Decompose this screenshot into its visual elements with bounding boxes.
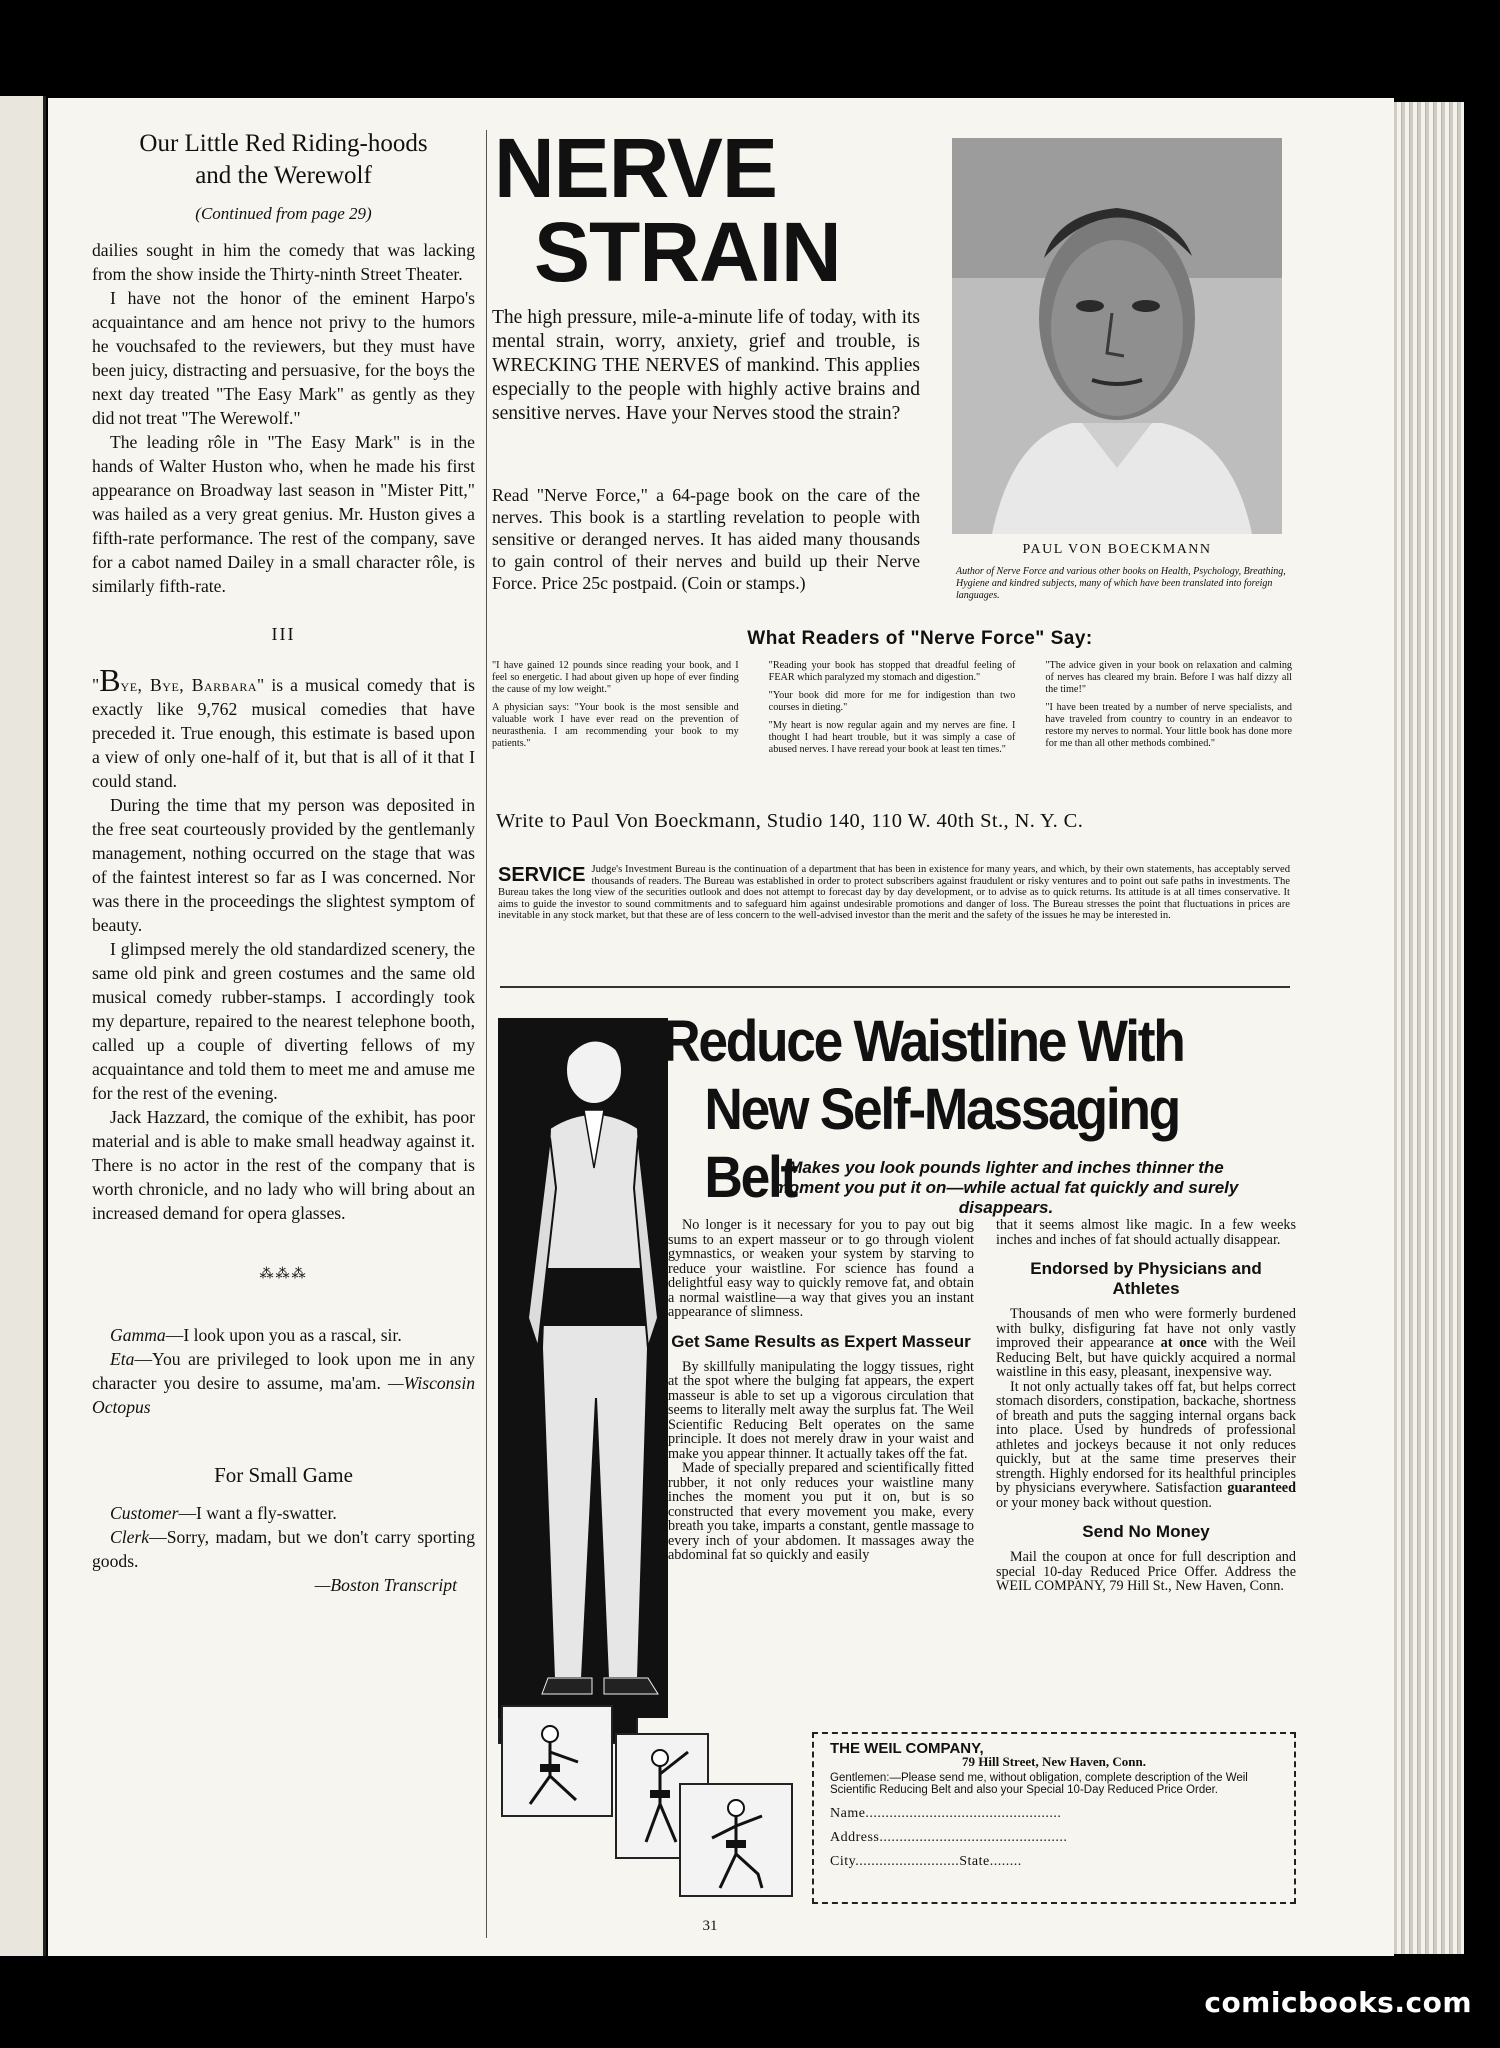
testimonial: A physician says: "Your book is the most sensible and valuable work I have ever read on the prevention of neurasthenia. I am recommending your book to my patients." [492, 702, 739, 749]
page-stack-edge [1394, 102, 1464, 1954]
joke-line: Customer—I want a fly-swatter. [110, 1503, 337, 1523]
joke-title: For Small Game [214, 1463, 353, 1487]
joke-line: Eta—You are privileged to look upon me in any character you desire to assume, ma'am. —Wisconsin Octopus [92, 1349, 475, 1417]
site-watermark: comicbooks.com [1204, 1986, 1472, 2019]
coupon-company: THE WEIL COMPANY, [830, 1740, 984, 1757]
subheading: Get Same Results as Expert Masseur [671, 1331, 971, 1351]
paragraph: I have not the honor of the eminent Harpo's acquaintance and am hence not privy to the humors he vouchsafed to the reviewers, but they must have been juicy, distracting and persuasive, for the boys the next day treated "The Easy Mark" as gently as they did not treat "The Werewolf." [92, 288, 475, 428]
paragraph: During the time that my person was deposited in the free seat courteously provided by the gentlemanly management, nothing occurred on the stage that was of the faintest interest so far as I was concerned. Nor was there in the proceedings the slightest symptom of beauty. [92, 795, 475, 935]
nerve-ad-body: The high pressure, mile-a-minute life of today, with its mental strain, worry, anxiety, grief and trouble, is WRECKING THE NERVES of mankind. This applies especially to the people with highly active brains and sensitive nerves. Have your Nerves stood the strain? [492, 307, 920, 424]
section-number: III [271, 624, 296, 644]
exercise-vignettes [500, 1704, 800, 1904]
attribution: —Wisconsin Octopus [92, 1373, 475, 1417]
waist-ad-title: Reduce Waistline With New Self-Massaging Belt [662, 1009, 1184, 1210]
paragraph: Thousands of men who were formerly burdened with bulky, disfiguring fat have not only vastly improved their appearance at once with the Weil Reducing Belt, but have quickly acquired a normal waistline in this easy, pleasant, inexpensive way. [996, 1306, 1296, 1380]
paragraph: Mail the coupon at once for full description and special 10-day Reduced Price Offer. Address the WEIL COMPANY, 79 Hill St., New Haven, Conn. [996, 1549, 1296, 1594]
coupon-body: Gentlemen:—Please send me, without obligation, complete description of the Weil Scientific Reducing Belt and also your Special 10-Day Reduced Price Order. [830, 1772, 1248, 1796]
column-divider [486, 130, 487, 1938]
testimonial-column [1045, 660, 1292, 762]
drop-cap: B [99, 662, 121, 698]
paragraph: It not only actually takes off fat, but helps correct stomach disorders, constipation, backache, shortness of breath and puts the sagging internal organs back into place. Used by hundreds of professional athletes and jockeys because it not only reduces quickly, but at the same time preserves their strength. Highly endorsed for its healthful principles by physicians everywhere. Satisfaction guaranteed or your money back without question. [996, 1378, 1296, 1511]
testimonials [492, 660, 1292, 762]
continued-note: (Continued from page 29) [195, 204, 372, 223]
paragraph: dailies sought in him the comedy that was lacking from the show inside the Thirty-ninth Street Theater. [92, 240, 475, 284]
testimonial: "Your book did more for me for indigestion than two courses in dieting." [768, 690, 1016, 713]
paragraph: that it seems almost like magic. In a few weeks inches and inches of fat should actually disappear. [996, 1217, 1296, 1248]
testimonial-column [492, 660, 739, 762]
service-notice [498, 864, 1290, 922]
paragraph: Jack Hazzard, the comique of the exhibit, has poor material and is able to make small headway against it. There is no actor in the rest of the company that is worth chronicle, and no lady who will bring about an increased demand for opera glasses. [92, 1107, 475, 1223]
paragraph: I glimpsed merely the old standardized scenery, the same old pink and green costumes and the same old musical comedy rubber-stamps. I accordingly took my departure, repaired to the nearest telephone booth, called up a couple of diverting fellows of my acquaintance and told them to meet me and amuse me for the rest of the evening. [92, 939, 475, 1103]
testimonial-column [769, 660, 1016, 762]
portrait-illustration [952, 138, 1282, 534]
facing-page-edge [0, 96, 46, 1956]
show-title: ye, Bye, Barbara [120, 675, 258, 695]
portrait-photo [952, 138, 1282, 534]
coupon-city-field: City..........................State........ [830, 1854, 1022, 1869]
testimonial: "I have gained 12 pounds since reading your book, and I feel so energetic. I had about given up hope of ever finding the cause of my low weight." [492, 660, 739, 695]
service-text: Judge's Investment Bureau is the continuation of a department that has been in existence for many years, and which, by their own statements, has acceptably served thousands of readers. The Bureau was established in order to protect subscribers against fraudulent or risky ventures and to point out safe paths in investments. The Bureau takes the long view of the securities outlook and does not attempt to forecast day by day development, or to advise as to quick returns. Its attitude is at all times conservative. It aims to guide the investor to sound commitments and to safeguard him against undesirable promotions and danger of loss. The Bureau stresses the point that fluctuations in prices are inevitable in any stock market, but that these are of less concern to the well-advised investor than the merit and the safety of the issues he may be interested in. [498, 864, 1290, 921]
paragraph: "Bye, Bye, Barbara" is a musical comedy that is exactly like 9,762 musical comedies that have preceded it. True enough, this estimate is based upon a view of only one-half of it, but that is all of it that I could stand. [92, 662, 475, 791]
service-label: SERVICE [498, 864, 586, 886]
page-number: 31 [702, 1918, 718, 1934]
paragraph: Made of specially prepared and scientifically fitted rubber, it not only reduces your waistline many inches the moment you put it on, but is so constructed that every movement you make, every breath you take, imparts a constant, gentle massage to every inch of your abdomen. It massages away the abdominal fat so quickly and easily [668, 1460, 974, 1563]
testimonial: "I have been treated by a number of nerve specialists, and have traveled from country to country in an endeavor to restore my nerves to normal. Your little book has done more for me than all other methods combined." [1045, 702, 1293, 749]
story-title: Our Little Red Riding-hoods and the Werewolf [139, 130, 428, 189]
open-quote: " [92, 675, 100, 695]
coupon-address: 79 Hill Street, New Haven, Conn. [962, 1754, 1146, 1769]
nerve-ad-body-2: Read "Nerve Force," a 64-page book on the care of the nerves. This book is a startling revelation to people with sensitive or deranged nerves. It has aided many thousands to gain control of their nerves and build up their Nerve Force. Price 25c postpaid. (Coin or stamps.) [492, 485, 920, 593]
coupon-address-field: Address............................................... [830, 1830, 1068, 1845]
paragraph: The leading rôle in "The Easy Mark" is in the hands of Walter Huston who, when he made his first appearance on Broadway last season in "Mister Pitt," was hailed as a very great genius. Mr. Huston gives a fifth-rate performance. The rest of the company, save for a cabot named Dailey in a small character rôle, is similarly fifth-rate. [92, 432, 475, 596]
paragraph: By skillfully manipulating the loggy tissues, right at the spot where the bulging fat appears, the expert masseur is able to set up a vigorous circulation that seems to literally melt away the surplus fat. The Weil Scientific Reducing Belt operates on the same principle. It does not merely draw in your waist and make you appear thinner. It actually takes off the fat. [668, 1358, 974, 1462]
left-column [92, 128, 475, 1597]
subheading: Endorsed by Physicians and Athletes [1030, 1259, 1262, 1298]
joke-line: Gamma—I look upon you as a rascal, sir. [110, 1325, 402, 1345]
testimonial: "Reading your book has stopped that dreadful feeling of FEAR which paralyzed my stomach and digestion." [768, 660, 1016, 683]
attribution: —Boston Transcript [314, 1575, 457, 1595]
portrait-caption: Author of Nerve Force and various other books on Health, Psychology, Breathing, Hygiene and kindred subjects, many of which have been translated into foreign languages. [956, 566, 1286, 601]
testimonials-title: What Readers of "Nerve Force" Say: [747, 628, 1093, 649]
nerve-ad-title: NERVE STRAIN [494, 121, 841, 299]
waist-ad-subtitle: Makes you look pounds lighter and inches thinner the moment you put it on—while actual fat quickly and surely disappears. [773, 1158, 1239, 1217]
order-coupon [812, 1732, 1296, 1904]
subheading: Send No Money [1082, 1522, 1210, 1541]
nerve-ad-address: Write to Paul Von Boeckmann, Studio 140, 110 W. 40th St., N. Y. C. [496, 810, 1084, 832]
portrait-name: PAUL VON BOECKMANN [1022, 542, 1212, 557]
testimonial: "The advice given in your book on relaxation and calming of nerves has cleared my brain. Before I was half dizzy all the time!" [1045, 660, 1293, 695]
waist-ad-column-2 [996, 1218, 1296, 1594]
coupon-name-field: Name................................................. [830, 1806, 1062, 1821]
waist-ad-column-1 [668, 1218, 974, 1563]
joke-line: Clerk—Sorry, madam, but we don't carry sporting goods. [92, 1527, 475, 1571]
paragraph: No longer is it necessary for you to pay out big sums to an expert masseur or to go through violent gymnastics, or weaken your system by starving to reduce your waistline. For science has found a delightful easy way to quickly remove fat, and obtain a normal waistline—a way that gives you an instant appearance of slimness. [668, 1217, 974, 1320]
ornament: ⁂⁂⁂ [259, 1267, 308, 1282]
testimonial: "My heart is now regular again and my nerves are fine. I thought I had heart trouble, but it was simply a case of abused nerves. I have reread your book at least ten times." [768, 720, 1016, 755]
section-divider [500, 986, 1290, 988]
